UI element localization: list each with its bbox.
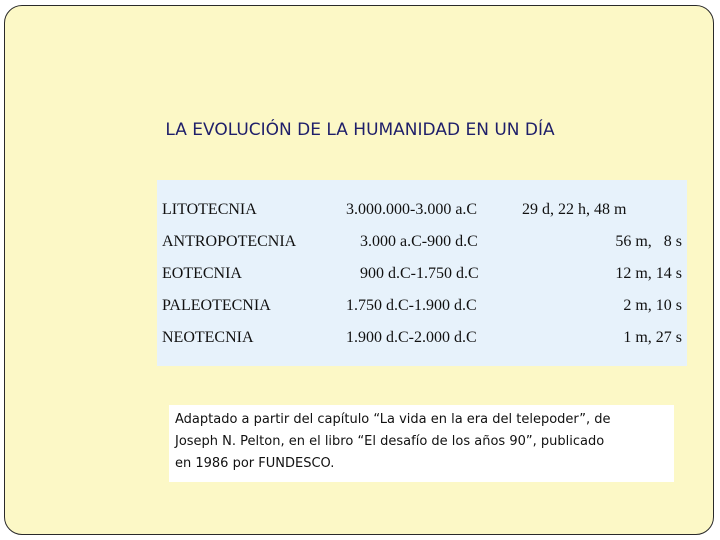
era-duration: 2 m, 10 s: [623, 297, 682, 314]
era-duration: 56 m, 8 s: [615, 233, 682, 250]
era-period: 1.900 d.C-2.000 d.C: [346, 329, 477, 346]
table-row: [157, 329, 687, 353]
source-note-line: Joseph N. Pelton, en el libro “El desafío de los años 90”, publicado: [175, 434, 605, 449]
slide-title: LA EVOLUCIÓN DE LA HUMANIDAD EN UN DÍA: [165, 120, 555, 140]
era-period: 1.750 d.C-1.900 d.C: [346, 297, 477, 314]
era-name: PALEOTECNIA: [162, 297, 271, 314]
era-period: 3.000 a.C-900 d.C: [360, 233, 478, 250]
era-duration: 12 m, 14 s: [615, 265, 682, 282]
source-note: [169, 405, 674, 482]
table-row: [157, 233, 687, 257]
era-duration: 29 d, 22 h, 48 m: [522, 201, 627, 218]
table-row: [157, 265, 687, 289]
era-name: EOTECNIA: [162, 265, 242, 282]
table-row: [157, 201, 687, 225]
era-period: 3.000.000-3.000 a.C: [346, 201, 478, 218]
table-row: [157, 297, 687, 321]
era-name: ANTROPOTECNIA: [162, 233, 297, 250]
evolution-table: [157, 180, 687, 366]
era-name: NEOTECNIA: [162, 329, 254, 346]
source-note-line: en 1986 por FUNDESCO.: [175, 456, 335, 471]
era-period: 900 d.C-1.750 d.C: [360, 265, 479, 282]
era-name: LITOTECNIA: [162, 201, 257, 218]
era-duration: 1 m, 27 s: [623, 329, 682, 346]
source-note-line: Adaptado a partir del capítulo “La vida en la era del telepoder”, de: [175, 412, 611, 427]
